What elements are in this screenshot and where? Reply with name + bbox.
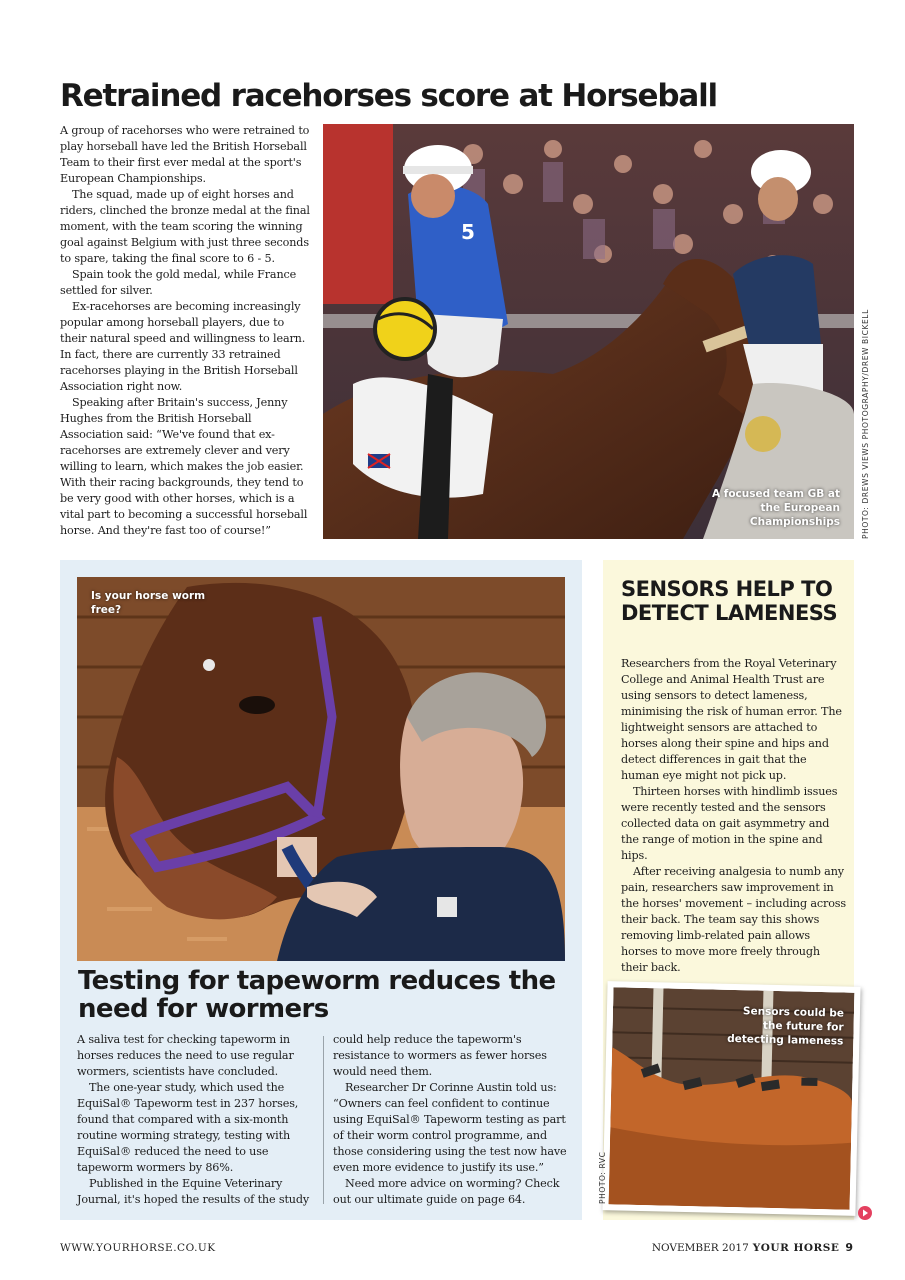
paragraph: A group of racehorses who were retrained to play horseball have led the British Horseball Team to their first ever medal at the sport's European Championships. [60,124,310,185]
paragraph: Researchers from the Royal Veterinary College and Animal Health Trust are using sensors to detect lameness, minimising the risk of human error. The lightweight sensors are attached to horses along their spine and hips and detect differences in gait that the human eye might not pick up. [621,657,842,782]
sensors-photo-caption: Sensors could be the future for detecting lameness [727,1005,845,1048]
paragraph: Need more advice on worming? Check out our ultimate guide on page 64. [333,1177,560,1206]
footer-issue-info [652,1241,853,1254]
horse-and-vet-illustration [77,577,565,961]
racehorse-article-body [60,123,312,539]
tapeworm-article-col2 [333,1032,573,1208]
paragraph: The one-year study, which used the EquiSal® Tapeworm test in 237 horses, found that compared with a six-month routine worming strategy, testing with EquiSal® reduced the need to use tapeworm wormers by 86%. [77,1081,299,1174]
paragraph: Thirteen horses with hindlimb issues were recently tested and the sensors collected data on gait asymmetry and the range of motion in the spine and hips. [621,785,838,862]
paragraph: A saliva test for checking tapeworm in horses reduces the need to use regular wormers, scientists have concluded. [77,1033,294,1078]
tapeworm-horse-photo [77,577,565,961]
paragraph: Ex-racehorses are becoming increasingly popular among horseball players, due to their natural speed and willingness to learn. In fact, there are currently 33 retrained racehorses playing in the British Horseball Association right now. [60,300,306,393]
horseball-photo-caption: A focused team GB at the European Championships [711,488,840,528]
paragraph: Published in the Equine Veterinary Journal, it's hoped the results of the study [77,1177,310,1206]
sensors-photo-credit: PHOTO: RVC [598,1151,607,1204]
horseball-illustration [323,124,854,539]
footer-magazine-name: YOUR HORSE [752,1242,840,1254]
paragraph: The squad, made up of eight horses and riders, clinched the bronze medal at the final moment, with the team scoring the winning goal against Belgium with just three seconds to spare, taking the final score to 6 - 5. [60,188,310,265]
paragraph: Speaking after Britain's success, Jenny Hughes from the British Horseball Association said: “We've found that ex-racehorses are extremely clever and very willing to learn, which makes the job easier. With their racing backgrounds, they tend to be very good with other horses, which is a vital part to becoming a successful horseball horse. And they're fast too of course!” [60,396,308,537]
continue-arrow-icon [858,1206,872,1220]
horseball-photo-credit: PHOTO: DREWS VIEWS PHOTOGRAPHY/DREW BICKELL [861,309,870,539]
sensors-article-title: SENSORS HELP TO DETECT LAMENESS [621,577,838,625]
paragraph: After receiving analgesia to numb any pain, researchers saw improvement in the horses' movement – including across their back. The team say this shows removing limb-related pain allows horses to move more freely through their back. [621,865,846,974]
column-divider [323,1036,324,1204]
tapeworm-photo-caption: Is your horse worm free? [91,590,206,616]
horseball-photo [323,124,854,539]
paragraph: could help reduce the tapeworm's resistance to wormers as fewer horses would need them. [333,1033,547,1078]
footer-date: NOVEMBER 2017 [651,1242,749,1254]
sensors-article-body [621,656,846,976]
paragraph: Researcher Dr Corinne Austin told us: “Owners can feel confident to continue using EquiSal® Tapeworm testing as part of their worm control programme, and those considering using the test now have even more evidence to justify its use.” [333,1081,567,1174]
tapeworm-article-title: Testing for tapeworm reduces the need for wormers [78,966,556,1024]
tapeworm-article-col1 [77,1032,315,1208]
paragraph: Spain took the gold medal, while France settled for silver. [60,268,297,297]
footer-page-number: 9 [845,1241,853,1254]
footer-website: WWW.YOURHORSE.CO.UK [60,1242,216,1254]
sensors-photo [602,981,860,1216]
jersey-number: 5 [461,220,475,244]
article-headline: Retrained racehorses score at Horseball [60,78,717,114]
